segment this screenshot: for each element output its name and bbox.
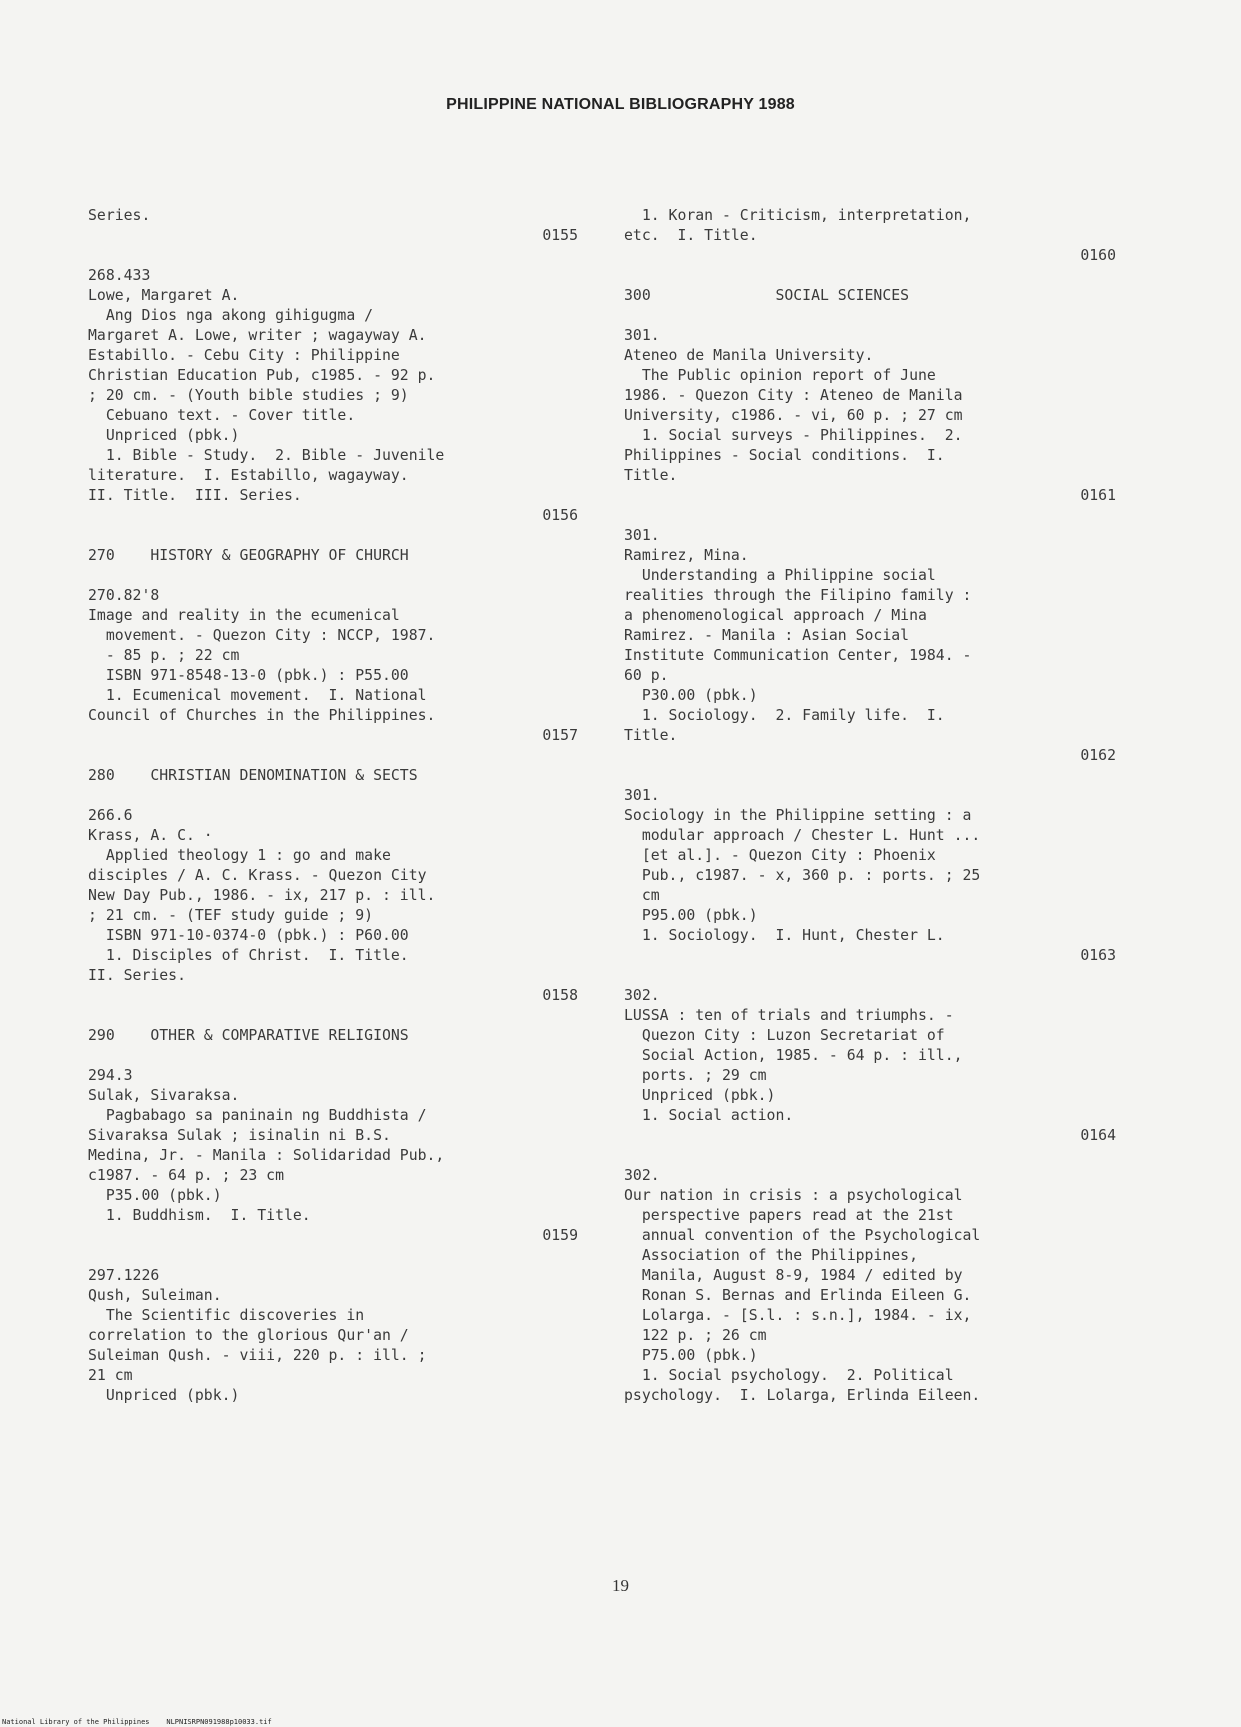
section-heading: 270 HISTORY & GEOGRAPHY OF CHURCH: [88, 547, 409, 564]
entry-line: Ramirez, Mina.: [624, 547, 749, 564]
entry-line: - 85 p. ; 22 cm: [88, 647, 240, 664]
page-title: PHILIPPINE NATIONAL BIBLIOGRAPHY 1988: [446, 96, 795, 113]
entry-line: 1. Social action.: [624, 1107, 794, 1124]
entry-line: correlation to the glorious Qur'an /: [88, 1327, 409, 1344]
entry-line: II. Series.: [88, 967, 186, 984]
entry-number: 0164: [1080, 1127, 1116, 1144]
entry-line: Council of Churches in the Philippines.: [88, 707, 436, 724]
entry-line: Pagbabago sa paninain ng Buddhista /: [88, 1107, 427, 1124]
entry-line: ISBN 971-8548-13-0 (pbk.) : P55.00: [88, 667, 409, 684]
bibliography-entry: [88, 266, 578, 526]
entry-line: Margaret A. Lowe, writer ; wagayway A.: [88, 327, 427, 344]
section-heading: 280 CHRISTIAN DENOMINATION & SECTS: [88, 767, 418, 784]
page-number: 19: [612, 1576, 629, 1595]
entry-line: Series.: [88, 207, 151, 224]
entry-line: Ateneo de Manila University.: [624, 347, 874, 364]
section-heading: 290 OTHER & COMPARATIVE RELIGIONS: [88, 1027, 409, 1044]
entry-line: Unpriced (pbk.): [624, 1087, 776, 1104]
entry-line: Lolarga. - [S.l. : s.n.], 1984. - ix,: [624, 1307, 972, 1324]
entry-line: 1. Social surveys - Philippines. 2.: [624, 427, 963, 444]
entry-line: 60 p.: [624, 667, 669, 684]
entry-line: 21 cm: [88, 1367, 133, 1384]
entry-line: Krass, A. C. ·: [88, 827, 213, 844]
entry-line: literature. I. Estabillo, wagayway.: [88, 467, 409, 484]
bibliography-entry: [624, 986, 1116, 1146]
entry-line: LUSSA : ten of trials and triumphs. -: [624, 1007, 954, 1024]
entry-number: 0155: [542, 227, 578, 244]
entry-line: 1. Sociology. I. Hunt, Chester L.: [624, 927, 945, 944]
entry-line: Sulak, Sivaraksa.: [88, 1087, 240, 1104]
entry-line: Lowe, Margaret A.: [88, 287, 240, 304]
entry-line: 1986. - Quezon City : Ateneo de Manila: [624, 387, 963, 404]
entry-line: 1. Ecumenical movement. I. National: [88, 687, 427, 704]
entry-line: Medina, Jr. - Manila : Solidaridad Pub.,: [88, 1147, 445, 1164]
right-column: [624, 206, 1116, 1426]
entry-line: University, c1986. - vi, 60 p. ; 27 cm: [624, 407, 963, 424]
entry-number: 0163: [1080, 947, 1116, 964]
entry-line: [et al.]. - Quezon City : Phoenix: [624, 847, 936, 864]
entry-line: 122 p. ; 26 cm: [624, 1327, 767, 1344]
entry-line: Qush, Suleiman.: [88, 1287, 222, 1304]
bibliography-entry: [88, 1066, 578, 1246]
entry-line: P75.00 (pbk.): [624, 1347, 758, 1364]
entry-line: Suleiman Qush. - viii, 220 p. : ill. ;: [88, 1347, 427, 1364]
bibliography-entry: [624, 526, 1116, 766]
entry-line: 1. Social psychology. 2. Political: [624, 1367, 954, 1384]
entry-number: 0161: [1080, 487, 1116, 504]
entry-line: ; 20 cm. - (Youth bible studies ; 9): [88, 387, 409, 404]
entry-line: realities through the Filipino family :: [624, 587, 972, 604]
entry-line: P30.00 (pbk.): [624, 687, 758, 704]
entry-line: Institute Communication Center, 1984. -: [624, 647, 972, 664]
entry-line: Image and reality in the ecumenical: [88, 607, 400, 624]
entry-line: 1. Bible - Study. 2. Bible - Juvenile: [88, 447, 445, 464]
entry-line: 1. Buddhism. I. Title.: [88, 1207, 311, 1224]
entry-line: ; 21 cm. - (TEF study guide ; 9): [88, 907, 374, 924]
entry-number: 0160: [1080, 247, 1116, 264]
entry-line: etc. I. Title.: [624, 227, 758, 244]
entry-line: Unpriced (pbk.): [88, 1387, 240, 1404]
entry-line: Sivaraksa Sulak ; isinalin ni B.S.: [88, 1127, 391, 1144]
entry-line: The Public opinion report of June: [624, 367, 936, 384]
entry-line: Applied theology 1 : go and make: [88, 847, 391, 864]
entry-line: annual convention of the Psychological: [624, 1227, 981, 1244]
entry-line: modular approach / Chester L. Hunt ...: [624, 827, 981, 844]
entry-number: 0162: [1080, 747, 1116, 764]
left-column: [88, 206, 578, 1426]
entry-line: c1987. - 64 p. ; 23 cm: [88, 1167, 284, 1184]
bibliography-entry: [88, 806, 578, 1006]
bibliography-entry: [624, 326, 1116, 506]
entry-line: 294.3: [88, 1067, 133, 1084]
entry-line: Our nation in crisis : a psychological: [624, 1187, 963, 1204]
entry-line: P35.00 (pbk.): [88, 1187, 222, 1204]
entry-line: Pub., c1987. - x, 360 p. : ports. ; 25: [624, 867, 981, 884]
entry-line: movement. - Quezon City : NCCP, 1987.: [88, 627, 436, 644]
entry-line: Quezon City : Luzon Secretariat of: [624, 1027, 945, 1044]
entry-line: Philippines - Social conditions. I.: [624, 447, 945, 464]
entry-line: Understanding a Philippine social: [624, 567, 936, 584]
entry-line: Ang Dios nga akong gihigugma /: [88, 307, 374, 324]
entry-line: Social Action, 1985. - 64 p. : ill.,: [624, 1047, 963, 1064]
entry-line: Sociology in the Philippine setting : a: [624, 807, 972, 824]
entry-line: perspective papers read at the 21st: [624, 1207, 954, 1224]
entry-line: Title.: [624, 467, 678, 484]
entry-line: Association of the Philippines,: [624, 1247, 918, 1264]
entry-line: 302.: [624, 1167, 660, 1184]
bibliography-entry: [624, 786, 1116, 966]
entry-line: ports. ; 29 cm: [624, 1067, 767, 1084]
entry-line: 1. Koran - Criticism, interpretation,: [624, 207, 972, 224]
entry-line: psychology. I. Lolarga, Erlinda Eileen.: [624, 1387, 981, 1404]
entry-number: 0159: [542, 1227, 578, 1244]
entry-line: 297.1226: [88, 1267, 160, 1284]
entry-number: 0157: [542, 727, 578, 744]
bibliography-entry: [88, 206, 578, 246]
entry-line: Unpriced (pbk.): [88, 427, 240, 444]
section-heading: 300 SOCIAL SCIENCES: [624, 287, 910, 304]
entry-line: a phenomenological approach / Mina: [624, 607, 927, 624]
entry-line: 270.82'8: [88, 587, 160, 604]
entry-number: 0156: [542, 507, 578, 524]
bibliography-entry: [624, 206, 1116, 266]
bibliography-entry: [88, 586, 578, 746]
entry-line: P95.00 (pbk.): [624, 907, 758, 924]
entry-line: II. Title. III. Series.: [88, 487, 302, 504]
bibliography-entry: [624, 1166, 1116, 1406]
entry-line: The Scientific discoveries in: [88, 1307, 365, 1324]
entry-line: 302.: [624, 987, 660, 1004]
scan-caption: National Library of the Philippines NLPNISRPN091988p10033.tif: [2, 1718, 272, 1726]
entry-line: ISBN 971-10-0374-0 (pbk.) : P60.00: [88, 927, 409, 944]
entry-line: 1. Sociology. 2. Family life. I.: [624, 707, 945, 724]
entry-line: disciples / A. C. Krass. - Quezon City: [88, 867, 427, 884]
entry-line: Estabillo. - Cebu City : Philippine: [88, 347, 400, 364]
entry-line: 1. Disciples of Christ. I. Title.: [88, 947, 409, 964]
entry-line: 301.: [624, 787, 660, 804]
entry-line: cm: [624, 887, 660, 904]
entry-line: 266.6: [88, 807, 133, 824]
entry-line: Ronan S. Bernas and Erlinda Eileen G.: [624, 1287, 972, 1304]
entry-line: Manila, August 8-9, 1984 / edited by: [624, 1267, 963, 1284]
entry-line: Title.: [624, 727, 678, 744]
entry-line: 268.433: [88, 267, 151, 284]
entry-line: Ramirez. - Manila : Asian Social: [624, 627, 910, 644]
entry-line: 301.: [624, 527, 660, 544]
entry-line: New Day Pub., 1986. - ix, 217 p. : ill.: [88, 887, 436, 904]
entry-line: Cebuano text. - Cover title.: [88, 407, 356, 424]
entry-number: 0158: [542, 987, 578, 1004]
entry-line: Christian Education Pub, c1985. - 92 p.: [88, 367, 436, 384]
bibliography-entry: [88, 1266, 578, 1406]
entry-line: 301.: [624, 327, 660, 344]
